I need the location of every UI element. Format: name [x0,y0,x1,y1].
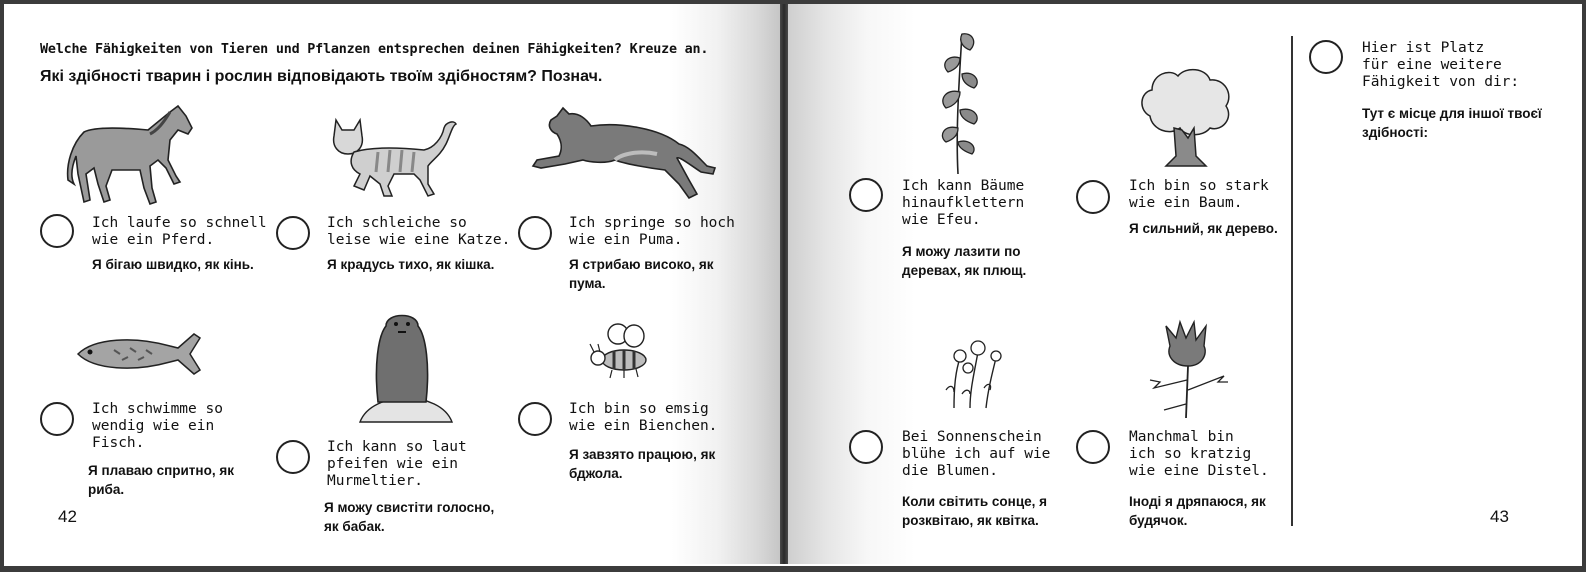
heading-de: Welche Fähigkeiten von Tieren und Pflanzen entsprechen deinen Fähigkeiten? Kreuze an. [40,42,709,57]
de-line: Fisch. [92,435,145,451]
left-page [4,4,780,564]
checkbox-marmot[interactable] [276,440,310,474]
de-line: Hier ist Platz [1362,40,1485,56]
bee-icon [588,322,654,382]
de-line: wie ein Bienchen. [569,418,718,434]
checkbox-horse[interactable] [40,214,74,248]
ua-line: Коли світить сонце, я [902,494,1047,509]
ivy-icon [928,26,988,176]
page-number-left: 42 [58,507,77,526]
ua-line: пума. [569,276,606,291]
ua-line: будячок. [1129,513,1188,528]
ua-line: Іноді я дряпаюся, як [1129,494,1266,509]
item-ua-text [324,498,494,536]
checkbox-flowers[interactable] [849,430,883,464]
item-de-text [327,439,467,490]
item-ua-text [902,242,1026,280]
checkbox-ivy[interactable] [849,178,883,212]
ua-line: Я сильний, як дерево. [1129,221,1278,236]
de-line: leise wie eine Katze. [327,232,511,248]
extra-ua-text [1362,104,1542,142]
item-de-text [1129,429,1269,480]
ua-line: бджола. [569,466,623,481]
item-de-text [327,215,510,249]
page-number-right: 43 [1490,507,1509,526]
ua-line: Тут є місце для іншої твоєї [1362,106,1542,121]
item-ua-text [1129,219,1278,238]
de-line: wie ein Baum. [1129,195,1243,211]
de-line: wendig wie ein [92,418,215,434]
checkbox-puma[interactable] [518,216,552,250]
de-line: Ich laufe so schnell [92,215,267,231]
de-line: wie ein Pferd. [92,232,215,248]
ua-line: Я стрибаю високо, як [569,257,714,272]
checkbox-extra[interactable] [1309,40,1343,74]
item-de-text [902,429,1050,480]
tree-icon [1136,64,1236,168]
ua-line: Я завзято працюю, як [569,447,716,462]
ua-line: Я можу свистіти голосно, [324,500,495,515]
thistle-icon [1146,320,1232,420]
de-line: wie Efeu. [902,212,981,228]
vertical-divider [1291,36,1293,526]
ua-line: здібності: [1362,125,1428,140]
fish-icon [74,330,204,378]
de-line: Ich schleiche so [327,215,467,231]
item-ua-text [569,445,715,483]
checkbox-bee[interactable] [518,402,552,436]
de-line: wie eine Distel. [1129,463,1269,479]
de-line: blühe ich auf wie [902,446,1051,462]
ua-line: Я плаваю спритно, як [88,463,234,478]
right-page [788,4,1582,564]
item-de-text [92,215,267,249]
item-ua-text [92,255,254,274]
ua-line: Я крадусь тихо, як кішка. [327,257,495,272]
heading-ua: Які здібності тварин і рослин відповідають твоїм здібностям? Познач. [40,68,603,85]
de-line: Ich kann so laut [327,439,467,455]
item-de-text [569,215,735,249]
de-line: wie ein Puma. [569,232,683,248]
ua-line: Я бігаю швидко, як кінь. [92,257,254,272]
item-de-text [92,401,223,452]
checkbox-tree[interactable] [1076,180,1110,214]
ua-line: риба. [88,482,125,497]
checkbox-fish[interactable] [40,402,74,436]
marmot-icon [356,306,456,424]
ua-line: Я можу лазити по [902,244,1021,259]
flowers-icon [940,334,1006,410]
horse-icon [66,104,206,214]
de-line: Ich schwimme so [92,401,223,417]
extra-de-text [1362,40,1519,91]
checkbox-thistle[interactable] [1076,430,1110,464]
de-line: Ich bin so emsig [569,401,709,417]
item-ua-text [88,461,234,499]
item-ua-text [327,255,494,274]
de-line: ich so kratzig [1129,446,1252,462]
item-ua-text [569,255,714,293]
de-line: Ich kann Bäume [902,178,1025,194]
ua-line: розквітаю, як квітка. [902,513,1039,528]
cat-icon [324,114,464,206]
book-spine [780,4,788,564]
de-line: Bei Sonnenschein [902,429,1042,445]
de-line: für eine weitere [1362,57,1502,73]
item-de-text [902,178,1024,229]
de-line: die Blumen. [902,463,999,479]
item-ua-text [1129,492,1266,530]
de-line: Fähigkeit von dir: [1362,74,1520,90]
de-line: Ich bin so stark [1129,178,1269,194]
ua-line: як бабак. [324,519,385,534]
item-de-text [569,401,717,435]
de-line: Manchmal bin [1129,429,1234,445]
ua-line: деревах, як плющ. [902,263,1027,278]
de-line: Murmeltier. [327,473,424,489]
de-line: pfeifen wie ein [327,456,458,472]
checkbox-cat[interactable] [276,216,310,250]
item-ua-text [902,492,1047,530]
item-de-text [1129,178,1269,212]
de-line: hinaufklettern [902,195,1025,211]
puma-icon [529,104,719,204]
de-line: Ich springe so hoch [569,215,735,231]
